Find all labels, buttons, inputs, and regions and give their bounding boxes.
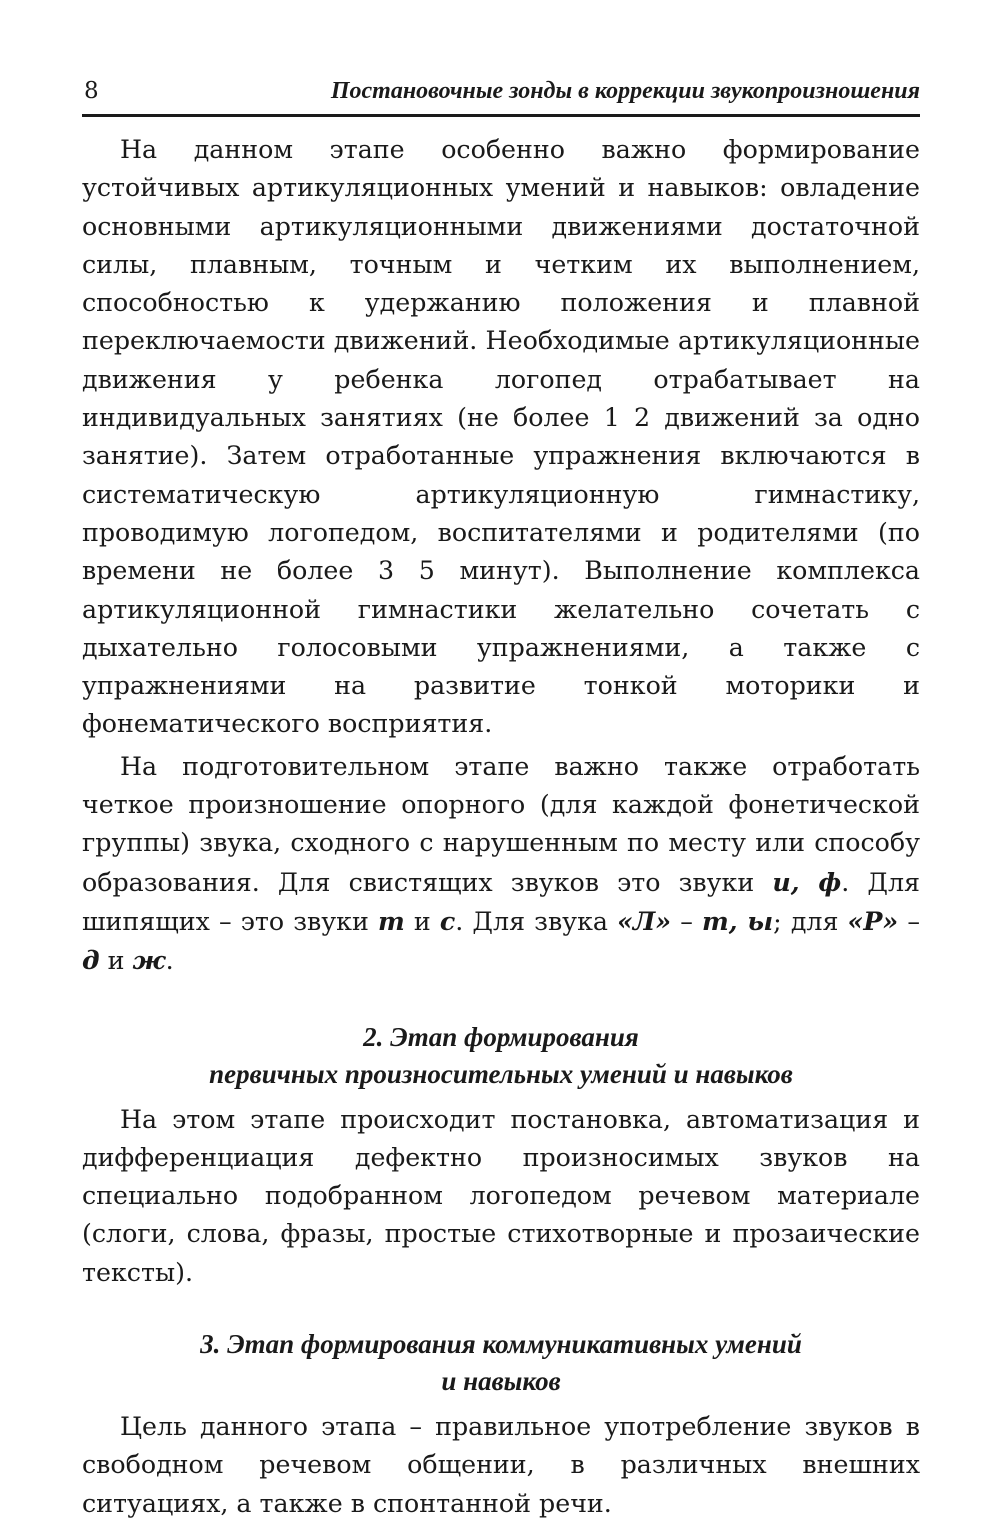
page-number: 8 (84, 78, 99, 104)
sound-term: «Л» (617, 905, 672, 936)
paragraph-text: и (99, 946, 133, 976)
page-header (82, 78, 920, 117)
paragraph-stage-2: На этом этапе происходит постановка, автоматизация и дифференциация дефектно произносимых звуков на специально подобранном логопедом речевом материале (слоги, слова, фразы, простые стихотворные и прозаические тексты). (82, 1104, 920, 1287)
paragraph-stage-3: Цель данного этапа – правильное употребление звуков в свободном речевом общении, в различных внешних ситуациях, а также в спонтанной речи. (82, 1412, 920, 1518)
sound-term: т (377, 905, 405, 936)
paragraph-text: . (165, 946, 174, 976)
section-heading-stage-2 (82, 1019, 920, 1093)
paragraph-preparatory-skills: На данном этапе особенно важно формирование устойчивых артикуляционных умений и навыков: овладение основными артикуляционными движениями достаточной силы, плавным, точным и четким их выполнением, способностью к удержанию положения и плавной переключаемости движений. Необходимые артикуляционные движения у ребенка логопед отрабатывает на индивидуальных занятиях (не более 1 2 движений за одно занятие). Затем отработанные упражнения включаются в систематическую артикуляционную гимнастику, проводимую логопедом, воспитателями и родителями (по времени не более 3 5 минут). Выполнение комплекса артикуляционной гимнастики желательно сочетать с дыхательно голосовыми упражнениями, а также с упражнениями на развитие тонкой моторики и фонематического восприятия. (82, 135, 920, 739)
paragraph-text: и (404, 906, 440, 936)
heading-line: и навыков (441, 1366, 561, 1397)
page-body (82, 131, 920, 1523)
heading-line: первичных произносительных умений и навыков (209, 1058, 793, 1089)
running-title: Постановочные зонды в коррекции звукопроизношения (330, 78, 920, 104)
paragraph-support-sounds (82, 748, 920, 981)
heading-line: 3. Этап формирования коммуникативных умений (200, 1329, 802, 1360)
sound-term: д (82, 945, 100, 976)
sound-term: ж (132, 945, 166, 976)
paragraph-text: – (671, 906, 702, 936)
paragraph-text: . Для шипящих – это звуки (82, 867, 920, 936)
book-page (82, 78, 920, 1523)
paragraph-text: ; для (773, 906, 848, 936)
sound-term: и, ф (772, 866, 842, 897)
sound-term: «Р» (847, 905, 899, 936)
section-heading-stage-3 (82, 1326, 920, 1400)
paragraph-text: . Для звука (455, 906, 618, 936)
paragraph-text: На подготовительном этапе важно также отработать четкое произношение опорного (для каждой фонетической группы) звука, сходного с нарушенным по месту или способу образования. Для свистящих звуков это звуки (82, 751, 920, 897)
paragraph-text: – (898, 906, 920, 936)
heading-line: 2. Этап формирования (363, 1021, 639, 1052)
sound-term: т, ы (701, 905, 774, 936)
sound-term: с (439, 905, 456, 936)
